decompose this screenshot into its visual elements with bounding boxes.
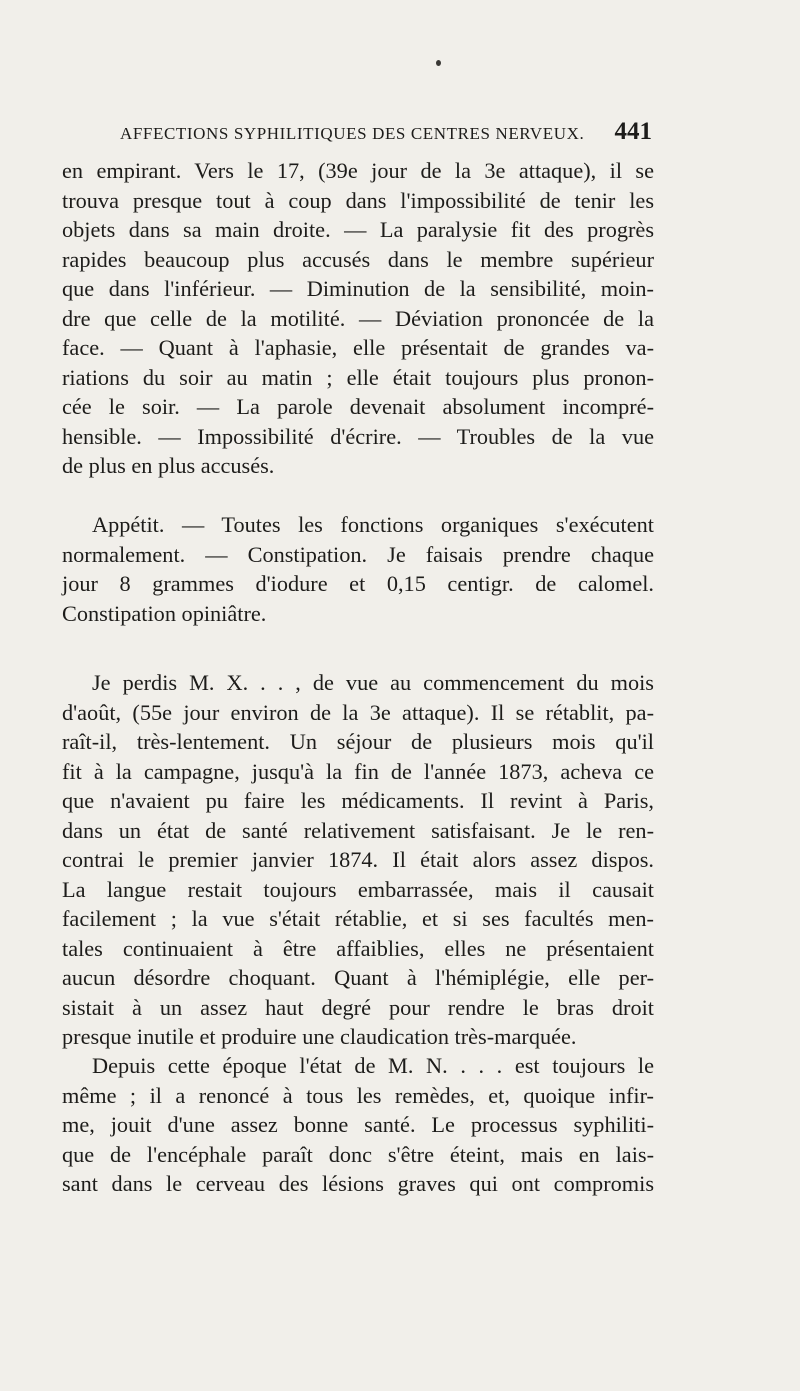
paragraph-3 xyxy=(62,668,654,1052)
text-line: que de l'encéphale paraît donc s'être éteint, mais en lais- xyxy=(62,1141,654,1167)
text-line: face. — Quant à l'aphasie, elle présentait de grandes va- xyxy=(62,335,654,360)
ink-speck xyxy=(436,60,441,66)
text-line: sant dans le cerveau des lésions graves qui ont compromis xyxy=(62,1171,654,1196)
text-line: trouva presque tout à coup dans l'impossibilité de tenir les xyxy=(62,187,654,213)
text-line: me, jouit d'une assez bonne santé. Le processus syphiliti- xyxy=(62,1112,654,1137)
text-line: d'août, (55e jour environ de la 3e attaque). Il se rétablit, pa- xyxy=(62,699,654,725)
text-line: objets dans sa main droite. — La paralysie fit des progrès xyxy=(62,217,654,242)
text-line: aucun désordre choquant. Quant à l'hémiplégie, elle per- xyxy=(62,965,654,990)
text-line: riations du soir au matin ; elle était toujours plus pronon- xyxy=(62,364,654,390)
running-header xyxy=(120,118,652,152)
text-line: La langue restait toujours embarrassée, mais il causait xyxy=(62,876,654,902)
text-line: normalement. — Constipation. Je faisais prendre chaque xyxy=(62,541,654,567)
text-line: jour 8 grammes d'iodure et 0,15 centigr. de calomel. xyxy=(62,571,654,596)
text-line: contrai le premier janvier 1874. Il était alors assez dispos. xyxy=(62,847,654,872)
text-line: dre que celle de la motilité. — Déviation prononcée de la xyxy=(62,305,654,331)
text-line: rapides beaucoup plus accusés dans le membre supérieur xyxy=(62,246,654,272)
text-line: que n'avaient pu faire les médicaments. Il revint à Paris, xyxy=(62,788,654,813)
text-line: tales continuaient à être affaiblies, elles ne présentaient xyxy=(62,935,654,961)
text-line: que dans l'inférieur. — Diminution de la sensibilité, moin- xyxy=(62,276,654,301)
paragraph-1 xyxy=(62,156,654,481)
text-line: Constipation opiniâtre. xyxy=(62,600,267,626)
paragraph-4 xyxy=(62,1051,654,1199)
text-line: de plus en plus accusés. xyxy=(62,453,275,478)
text-line: presque inutile et produire une claudication très-marquée. xyxy=(62,1024,577,1049)
page-number: 441 xyxy=(614,118,652,145)
text-line: sistait à un assez haut degré pour rendre le bras droit xyxy=(62,994,654,1020)
text-line: en empirant. Vers le 17, (39e jour de la 3e attaque), il se xyxy=(62,158,654,183)
text-line: Appétit. — Toutes les fonctions organiques s'exécutent xyxy=(92,512,654,537)
text-line: hensible. — Impossibilité d'écrire. — Troubles de la vue xyxy=(62,423,654,449)
text-line: raît-il, très-lentement. Un séjour de plusieurs mois qu'il xyxy=(62,729,654,754)
text-line: facilement ; la vue s'était rétablie, et si ses facultés men- xyxy=(62,906,654,931)
text-line: Depuis cette époque l'état de M. N. . . . est toujours le xyxy=(92,1053,654,1078)
paragraph-2 xyxy=(62,510,654,628)
text-line: cée le soir. — La parole devenait absolument incompré- xyxy=(62,394,654,419)
text-line: même ; il a renoncé à tous les remèdes, et, quoique infir- xyxy=(62,1082,654,1108)
text-line: Je perdis M. X. . . , de vue au commencement du mois xyxy=(92,670,654,695)
running-title: AFFECTIONS SYPHILITIQUES DES CENTRES NERVEUX. xyxy=(120,124,585,143)
text-line: fit à la campagne, jusqu'à la fin de l'année 1873, acheva ce xyxy=(62,758,654,784)
text-line: dans un état de santé relativement satisfaisant. Je le ren- xyxy=(62,817,654,843)
